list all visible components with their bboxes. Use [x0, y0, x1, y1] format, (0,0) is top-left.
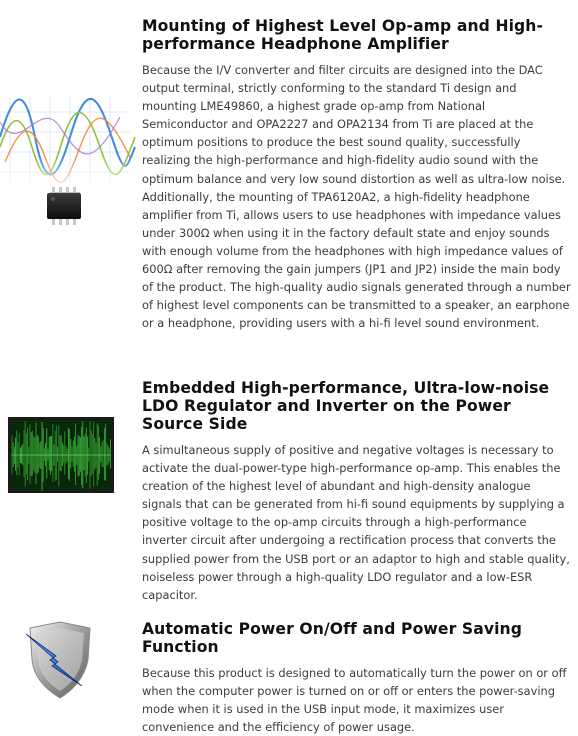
- section-title: Mounting of Highest Level Op-amp and High-performance Headphone Amplifier: [142, 17, 544, 53]
- feature-text: [142, 379, 572, 604]
- section-body: Because this product is designed to automatically turn the power on or off when the computer power is turned on or off or enters the power-saving mode when it is used in the USB input mode, it maximizes user convenience and the efficiency of power usage.: [142, 666, 567, 735]
- feature-text: [142, 17, 572, 332]
- opamp-chip-waveform-icon: [0, 77, 140, 247]
- section-title: Automatic Power On/Off and Power Saving Function: [142, 620, 523, 656]
- section-title: Embedded High-performance, Ultra-low-noise LDO Regulator and Inverter on the Power Source Side: [142, 379, 550, 433]
- section-body: A simultaneous supply of positive and negative voltages is necessary to activate the dual-power-type high-performance op-amp. This enables the creation of the highest level of abundant and high-density analogue signals that can be generated from hi-fi sound equipments by supplying a positive voltage to the op-amp circuits through a high-performance inverter circuit after undergoing a rectification process that converts the supplied power from the USB port or an adaptor to high and stable quality, noiseless power through a high-quality LDO regulator and a low-ESR capacitor.: [142, 443, 570, 602]
- feature-text: [142, 620, 572, 736]
- section-body: Because the I/V converter and filter circuits are designed into the DAC output terminal, strictly conforming to the standard Ti design and mounting LME49860, a highest grade op-amp from National Semiconductor and OPA2227 and OPA2134 from Ti are placed at the optimum positions to produce the best sound quality, successfully realizing the high-performance and high-fidelity audio sound with the optimum balance and very low sound distortion as well as ultra-low noise. Additionally, the mounting of TPA6120A2, a high-fidelity headphone amplifier from Ti, allows users to use headphones with impedance values under 300Ω when using it in the factory default state and enjoy sounds with enough volume from the headphones with high impedance values of 600Ω after removing the gain jumpers (JP1 and JP2) inside the main body of the product. The high-quality audio signals generated through a number of highest level components can be transmitted to a speaker, an earphone or a headphone, providing users with a hi-fi level sound environment.: [142, 63, 571, 331]
- lightning-shield-icon: [22, 620, 98, 700]
- audio-waveform-icon: [8, 417, 114, 493]
